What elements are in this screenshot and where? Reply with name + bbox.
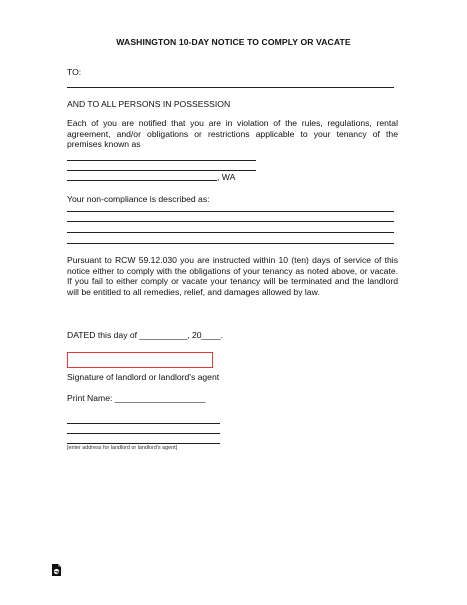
to-line[interactable]: [67, 87, 394, 88]
address-line-3[interactable]: [67, 443, 220, 444]
notice-paragraph: Each of you are notified that you are in violation of the rules, regulations, rental agreement, and/or obligations or restrictions applicable to your tenancy of the premises known as: [67, 118, 398, 150]
print-name-line: Print Name: ___________________: [67, 393, 206, 403]
eforms-logo-icon: [51, 563, 62, 577]
to-label: TO:: [67, 67, 82, 77]
noncompliance-line-3[interactable]: [67, 232, 394, 233]
premises-city-line[interactable]: [67, 180, 217, 181]
noncompliance-line-2[interactable]: [67, 221, 394, 222]
noncompliance-label: Your non-compliance is described as:: [67, 194, 210, 204]
noncompliance-line-1[interactable]: [67, 211, 394, 212]
signature-field[interactable]: [67, 352, 213, 368]
dated-line: DATED this day of __________, 20____.: [67, 330, 224, 340]
premises-line-2[interactable]: [67, 170, 256, 171]
address-line-2[interactable]: [67, 433, 220, 434]
pursuant-paragraph: Pursuant to RCW 59.12.030 you are instructed within 10 (ten) days of service of this notice either to comply with the obligations of your tenancy as noted above, or vacate. If you fail to either comply or vacate your tenancy will be terminated and the landlord will be entitled to all remedies, relief, and damages allowed by law.: [67, 255, 398, 297]
address-line-1[interactable]: [67, 423, 220, 424]
wa-label: , WA: [217, 172, 236, 182]
premises-line-1[interactable]: [67, 160, 256, 161]
all-persons-heading: AND TO ALL PERSONS IN POSSESSION: [67, 99, 231, 109]
noncompliance-line-4[interactable]: [67, 243, 394, 244]
signature-label: Signature of landlord or landlord's agent: [67, 372, 220, 382]
page-title: WASHINGTON 10-DAY NOTICE TO COMPLY OR VACATE: [116, 37, 351, 47]
address-note: [enter address for landlord or landlord's agent]: [67, 445, 178, 451]
